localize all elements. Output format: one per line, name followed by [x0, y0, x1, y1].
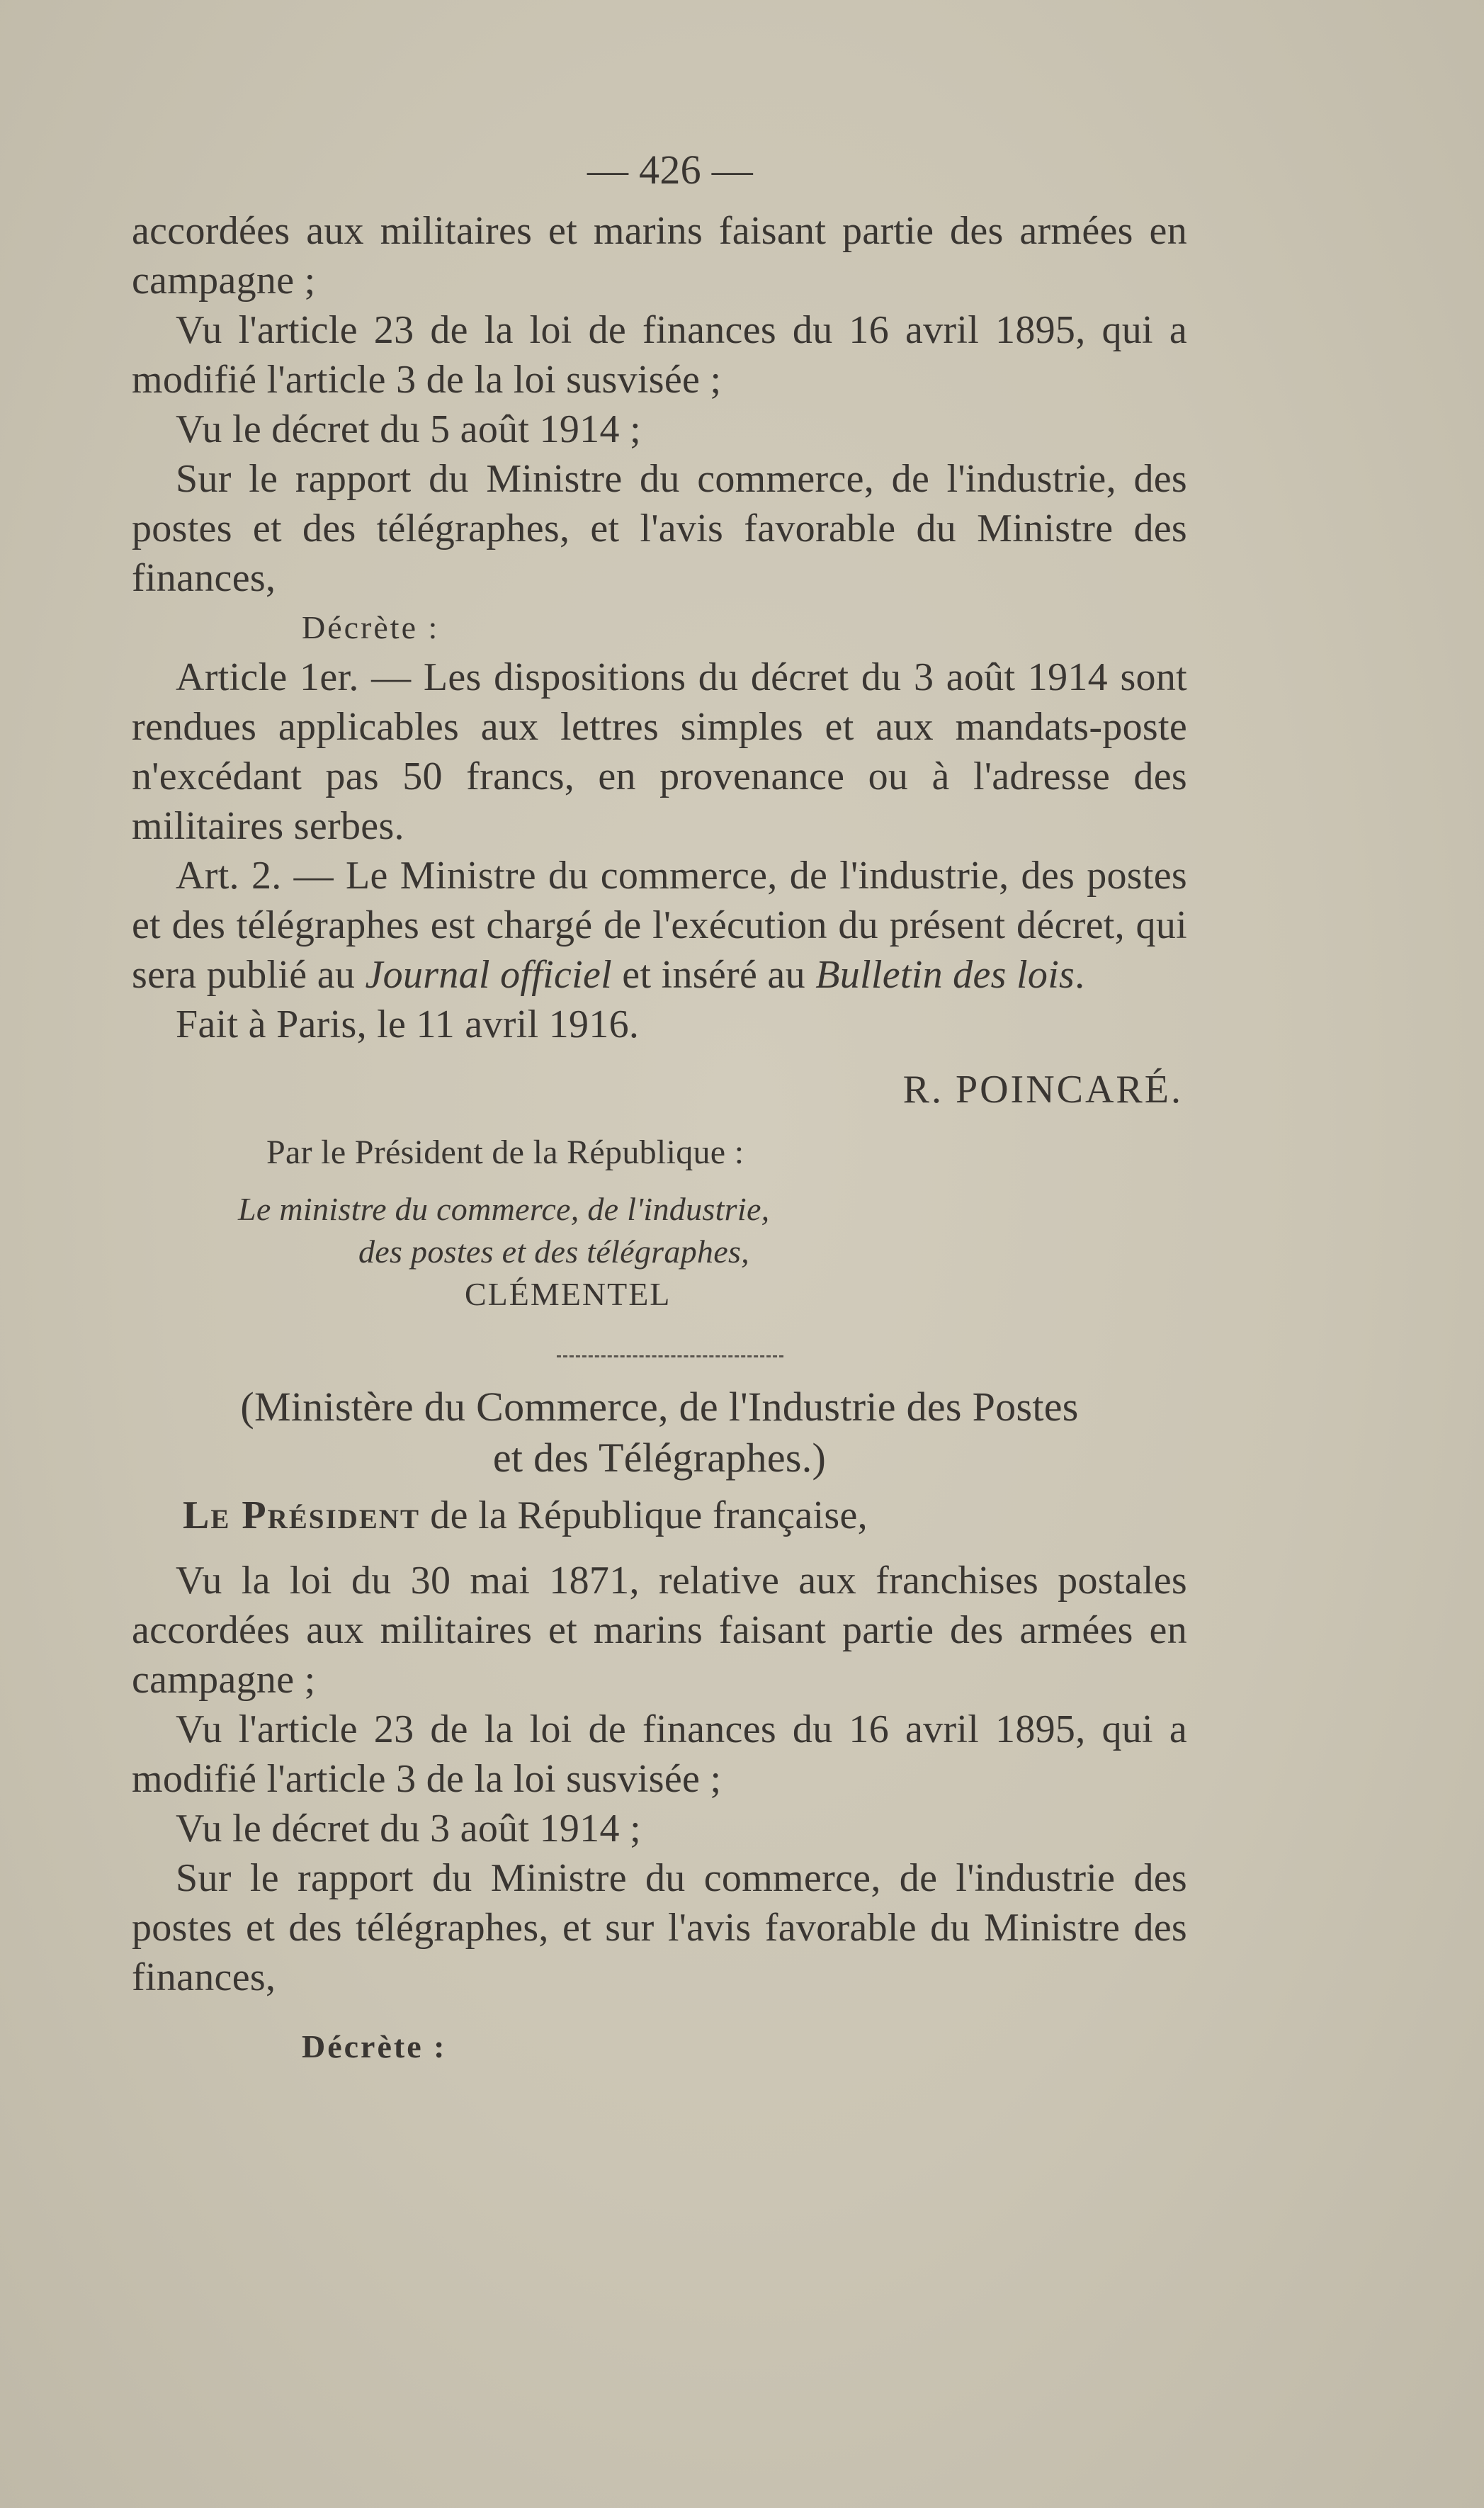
paragraph-vu-decret: Vu le décret du 5 août 1914 ; — [176, 407, 641, 451]
ministry-heading-line-2: et des Télégraphes.) — [492, 1435, 827, 1481]
paragraph-sur-le-rapport: Sur le rapport du Ministre du commerce, de l'industrie, des postes et des télégraphes, et l'avis favorable du Ministre des finances, — [132, 457, 1187, 600]
paragraph-vu-la-loi: Vu la loi du 30 mai 1871, relative aux franchises postales accordées aux militaires et marins faisant partie des armées en campagne ; — [132, 1559, 1187, 1702]
article-2-text-2: et inséré au — [612, 953, 816, 997]
article-1: Article 1er. — Les dispositions du décret du 3 août 1914 sont rendues applicables aux lettres simples et aux mandats-poste n'excédant pas 50 francs, en provenance ou à l'adresse des militaires serbes. — [132, 655, 1187, 848]
president-title: Le Président — [183, 1493, 420, 1537]
decrete-heading-2: Décrète : — [302, 2028, 447, 2064]
paragraph-continuation: accordées aux militaires et marins faisant partie des armées en campagne ; — [132, 209, 1187, 303]
bulletin-des-lois: Bulletin des lois — [815, 953, 1075, 997]
minister-name: CLÉMENTEL — [465, 1276, 672, 1312]
decrete-heading: Décrète : — [302, 609, 440, 645]
page-number: — 426 — — [587, 147, 754, 193]
fait-a-paris: Fait à Paris, le 11 avril 1916. — [176, 1002, 640, 1046]
par-le-president: Par le Président de la République : — [266, 1134, 744, 1171]
article-2-text: Art. 2. — Le Ministre du commerce, de l'industrie, des postes et des télégraphes est chargé de l'exécution du présent décret, qui sera publié au — [132, 854, 1187, 997]
paragraph-vu-article-23-2: Vu l'article 23 de la loi de finances du 16 avril 1895, qui a modifié l'article 3 de la loi susvisée ; — [132, 1707, 1187, 1801]
signature-president: R. POINCARÉ. — [902, 1068, 1183, 1112]
page-text — [132, 145, 1187, 2072]
president-line — [132, 1491, 1187, 1540]
president-rest: de la République française, — [419, 1493, 868, 1537]
minister-role-line-2: des postes et des télégraphes, — [358, 1233, 749, 1270]
minister-role — [238, 1188, 1187, 1273]
ministry-heading-line-1: (Ministère du Commerce, de l'Industrie des Postes — [240, 1384, 1079, 1430]
paragraph-vu-decret-2: Vu le décret du 3 août 1914 ; — [176, 1807, 641, 1851]
section-divider — [557, 1355, 783, 1357]
paragraph-sur-le-rapport-2: Sur le rapport du Ministre du commerce, de l'industrie des postes et des télégraphes, et sur l'avis favorable du Ministre des finances, — [132, 1856, 1187, 1999]
ministry-heading — [132, 1382, 1187, 1484]
article-2-text-3: . — [1075, 953, 1085, 997]
paragraph-vu-article-23: Vu l'article 23 de la loi de finances du 16 avril 1895, qui a modifié l'article 3 de la loi susvisée ; — [132, 308, 1187, 402]
minister-role-line-1: Le ministre du commerce, de l'industrie, — [238, 1191, 770, 1227]
journal-officiel: Journal officiel — [365, 953, 612, 997]
article-2 — [132, 851, 1187, 1000]
